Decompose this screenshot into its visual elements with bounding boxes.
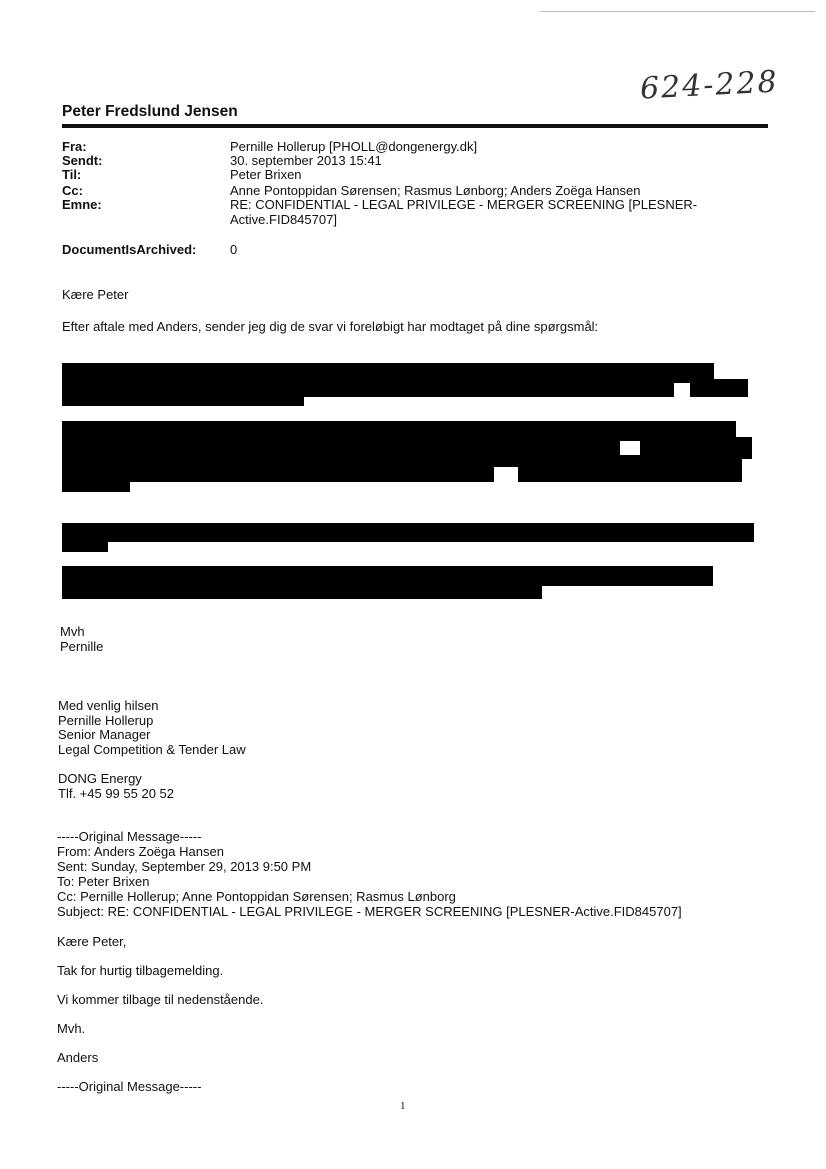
- original-message-marker-2: -----Original Message-----: [57, 1079, 202, 1094]
- original-line-1: Tak for hurtig tilbagemelding.: [57, 963, 224, 978]
- signature-name: Pernille Hollerup: [58, 713, 154, 728]
- scan-edge-line: [540, 11, 815, 12]
- original-cc: Cc: Pernille Hollerup; Anne Pontoppidan Sørensen; Rasmus Lønborg: [57, 889, 456, 904]
- to-value: Peter Brixen: [230, 167, 302, 182]
- original-line-2: Vi kommer tilbage til nedenstående.: [57, 992, 264, 1007]
- original-subject: Subject: RE: CONFIDENTIAL - LEGAL PRIVILEGE - MERGER SCREENING [PLESNER-Active.FID845707]: [57, 904, 682, 919]
- signature-phone: Tlf. +45 99 55 20 52: [58, 786, 175, 801]
- subject-label: Emne:: [62, 197, 102, 212]
- original-from: From: Anders Zoëga Hansen: [57, 844, 224, 859]
- original-to: To: Peter Brixen: [57, 874, 150, 889]
- original-name: Anders: [57, 1050, 99, 1065]
- signature-title: Senior Manager: [58, 727, 151, 742]
- closing-name: Pernille: [60, 639, 104, 654]
- signature-department: Legal Competition & Tender Law: [58, 742, 246, 757]
- cc-value: Anne Pontoppidan Sørensen; Rasmus Lønborg; Anders Zoëga Hansen: [230, 183, 641, 198]
- original-greeting: Kære Peter,: [57, 934, 127, 949]
- greeting: Kære Peter: [62, 287, 129, 302]
- archived-value: 0: [230, 242, 238, 257]
- header-divider: [62, 124, 768, 128]
- original-sent: Sent: Sunday, September 29, 2013 9:50 PM: [57, 859, 312, 874]
- signature-regards: Med venlig hilsen: [58, 698, 159, 713]
- original-closing: Mvh.: [57, 1021, 86, 1036]
- handwritten-doc-number: 624-228: [639, 64, 780, 107]
- subject-value: RE: CONFIDENTIAL - LEGAL PRIVILEGE - MERGER SCREENING [PLESNER-Active.FID845707]: [230, 197, 698, 227]
- archived-label: DocumentIsArchived:: [62, 242, 197, 257]
- intro-text: Efter aftale med Anders, sender jeg dig de svar vi foreløbigt har modtaget på dine spørgsmål:: [62, 319, 599, 334]
- closing: Mvh: [60, 624, 85, 639]
- cc-label: Cc:: [62, 183, 83, 198]
- page-number: 1: [400, 1100, 406, 1112]
- to-label: Til:: [62, 167, 82, 182]
- from-label: Fra:: [62, 139, 87, 154]
- from-value: Pernille Hollerup [PHOLL@dongenergy.dk]: [230, 139, 478, 154]
- mailbox-owner-name: Peter Fredslund Jensen: [62, 103, 238, 120]
- sent-label: Sendt:: [62, 153, 103, 168]
- original-message-marker: -----Original Message-----: [57, 829, 202, 844]
- signature-company: DONG Energy: [58, 771, 142, 786]
- sent-value: 30. september 2013 15:41: [230, 153, 382, 168]
